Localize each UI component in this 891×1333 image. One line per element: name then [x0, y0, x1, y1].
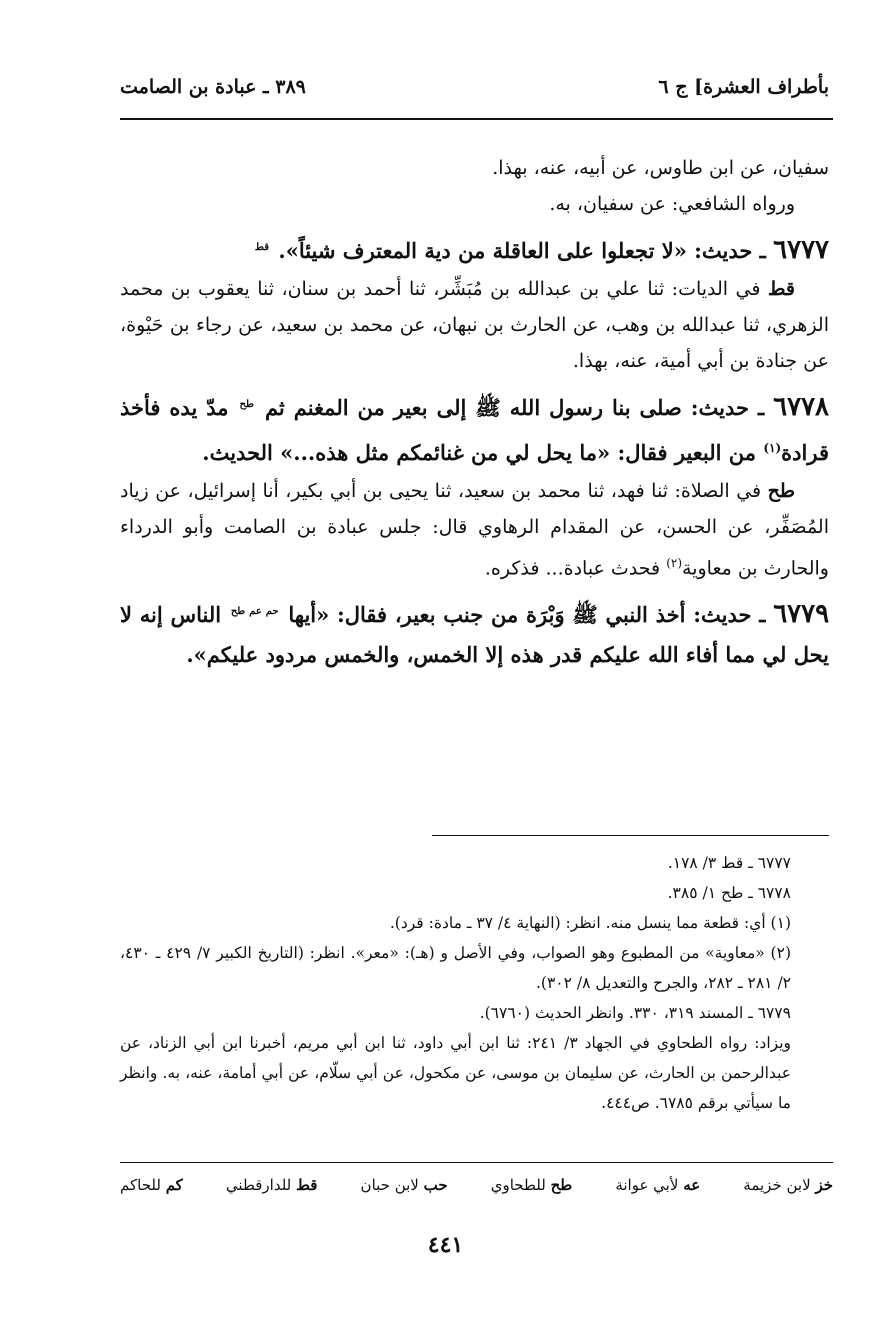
source-code: قط	[767, 278, 795, 300]
hadith-text: الناس إنه لا يحل لي مما أفاء الله عليكم قدر هذه إلا الخمس، والخمس مردود عليكم».	[120, 602, 829, 668]
hadith-6778	[120, 385, 829, 473]
abbreviation-name: للدارقطني	[225, 1176, 292, 1194]
page-number: ٤٤١	[427, 1232, 464, 1258]
abbreviation-item	[615, 1176, 700, 1194]
abbreviation-name: لابن خزيمة	[743, 1176, 811, 1194]
isnad-6778	[120, 473, 829, 586]
isnad-text: في الصلاة: ثنا فهد، ثنا محمد بن سعيد، ثنا يحيى بن أبي بكير، أنا إسرائيل، عن زياد المُصَفِّر، عن الحسن، عن المقدام الرهاوي قال: جلس عبادة بن الصامت وأبو الدرداء والحارث بن معاوية	[120, 480, 829, 580]
abbreviation-name: لأبي عوانة	[615, 1176, 679, 1194]
abbreviation-code: حب	[423, 1176, 448, 1194]
text-line: سفيان، عن ابن طاوس، عن أبيه، عنه، بهذا.	[492, 157, 829, 179]
hadith-text: من البعير فقال: «ما يحل لي من غنائمكم مثل هذه...» الحديث.	[202, 440, 757, 465]
footnote-divider	[432, 835, 829, 836]
header-book-volume: بأطراف العشرة] ج ٦	[658, 76, 829, 98]
footnote: ٦٧٧٩ ـ المسند ٣١٩، ٣٣٠. وانظر الحديث (٦٧٦٠).	[479, 1004, 791, 1022]
hadith-text: مدّ يده فأخذ قرادة	[120, 395, 829, 465]
hadith-number: ٦٧٧٨	[773, 392, 829, 422]
hadith-6777	[120, 228, 829, 271]
abbreviation-name: لابن حبان	[360, 1176, 419, 1194]
hadith-text: ـ حديث: «لا تجعلوا على العاقلة من دية المعترف شيئاً».	[278, 238, 766, 263]
abbreviation-code: عه	[683, 1176, 701, 1194]
abbreviation-code: كم	[165, 1176, 183, 1194]
source-sigla: قط	[254, 242, 270, 253]
footnote: ويزاد: رواه الطحاوي في الجهاد ٣/ ٢٤١: ثنا ابن أبي داود، ثنا ابن أبي مريم، أخبرنا ابن أبي الزناد، عن عبدالرحمن بن الحارث، عن سليمان بن موسى، عن مكحول، عن أبي سلّام، عن أبي أمامة، عنه، به. وانظر ما سيأتي برقم ٦٧٨٥. ص٤٤٤.	[120, 1034, 791, 1112]
abbreviation-code: قط	[296, 1176, 318, 1194]
footnote: ٦٧٧٨ ـ طح ١/ ٣٨٥.	[667, 884, 791, 902]
hadith-number: ٦٧٧٧	[773, 235, 829, 265]
hadith-text: ـ حديث: صلى بنا رسول الله ﷺ إلى بعير من المغنم ثم	[264, 395, 765, 420]
footnote-ref[interactable]: (٢)	[666, 556, 683, 570]
source-sigla: حم عم طح	[230, 606, 279, 618]
running-header	[120, 72, 829, 102]
footnotes	[120, 848, 829, 1118]
abbreviation-code: طح	[550, 1176, 573, 1194]
isnad-text: فحدث عبادة... فذكره.	[484, 557, 661, 580]
hadith-6779	[120, 592, 829, 675]
abbreviations-key	[120, 1176, 833, 1194]
footnote: (٢) «معاوية» من المطبوع وهو الصواب، وفي الأصل و (هـ): «معر». انظر: (التاريخ الكبير ٧/ ٤٢٩ ـ ٤٣٠، ٢/ ٢٨١ ـ ٢٨٢، والجرح والتعديل ٨/ ٣٠٢).	[120, 944, 791, 992]
isnad-6777	[120, 271, 829, 379]
footnote: (١) أي: قطعة مما ينسل منه. انظر: (النهاية ٤/ ٣٧ ـ مادة: قرد).	[389, 914, 791, 932]
abbreviation-name: للطحاوي	[490, 1176, 546, 1194]
footnote: ٦٧٧٧ ـ قط ٣/ ١٧٨.	[667, 854, 791, 872]
abbreviation-name: للحاكم	[120, 1176, 161, 1194]
abbreviation-item	[491, 1176, 572, 1194]
abbreviation-code: خز	[815, 1176, 833, 1194]
header-divider	[120, 118, 833, 120]
source-code: طح	[767, 480, 795, 502]
text-line: ورواه الشافعي: عن سفيان، به.	[549, 193, 795, 215]
isnad-text: في الديات: ثنا علي بن عبدالله بن مُبَشِّر، ثنا أحمد بن سنان، ثنا يعقوب بن محمد الزهري، ثنا عبدالله بن وهب، عن الحارث بن نبهان، عن محمد بن سعيد، عن رجاء بن حَيْوة، عن جنادة بن أبي أمية، عنه، بهذا.	[120, 278, 829, 372]
footnote-ref[interactable]: (١)	[763, 441, 782, 455]
hadith-text: ـ حديث: أخذ النبي ﷺ وَبْرَة من جنب بعير، فقال: «أيها	[288, 602, 766, 628]
header-chapter-title: ٣٨٩ ـ عبادة بن الصامت	[120, 76, 306, 98]
source-sigla: طح	[239, 399, 254, 410]
main-text	[120, 150, 829, 675]
abbreviation-item	[361, 1176, 448, 1194]
abbreviation-item	[120, 1176, 183, 1194]
hadith-number: ٦٧٧٩	[773, 599, 830, 630]
abbreviation-item	[226, 1176, 318, 1194]
abbreviation-item	[743, 1176, 833, 1194]
abbreviations-divider	[120, 1162, 833, 1163]
